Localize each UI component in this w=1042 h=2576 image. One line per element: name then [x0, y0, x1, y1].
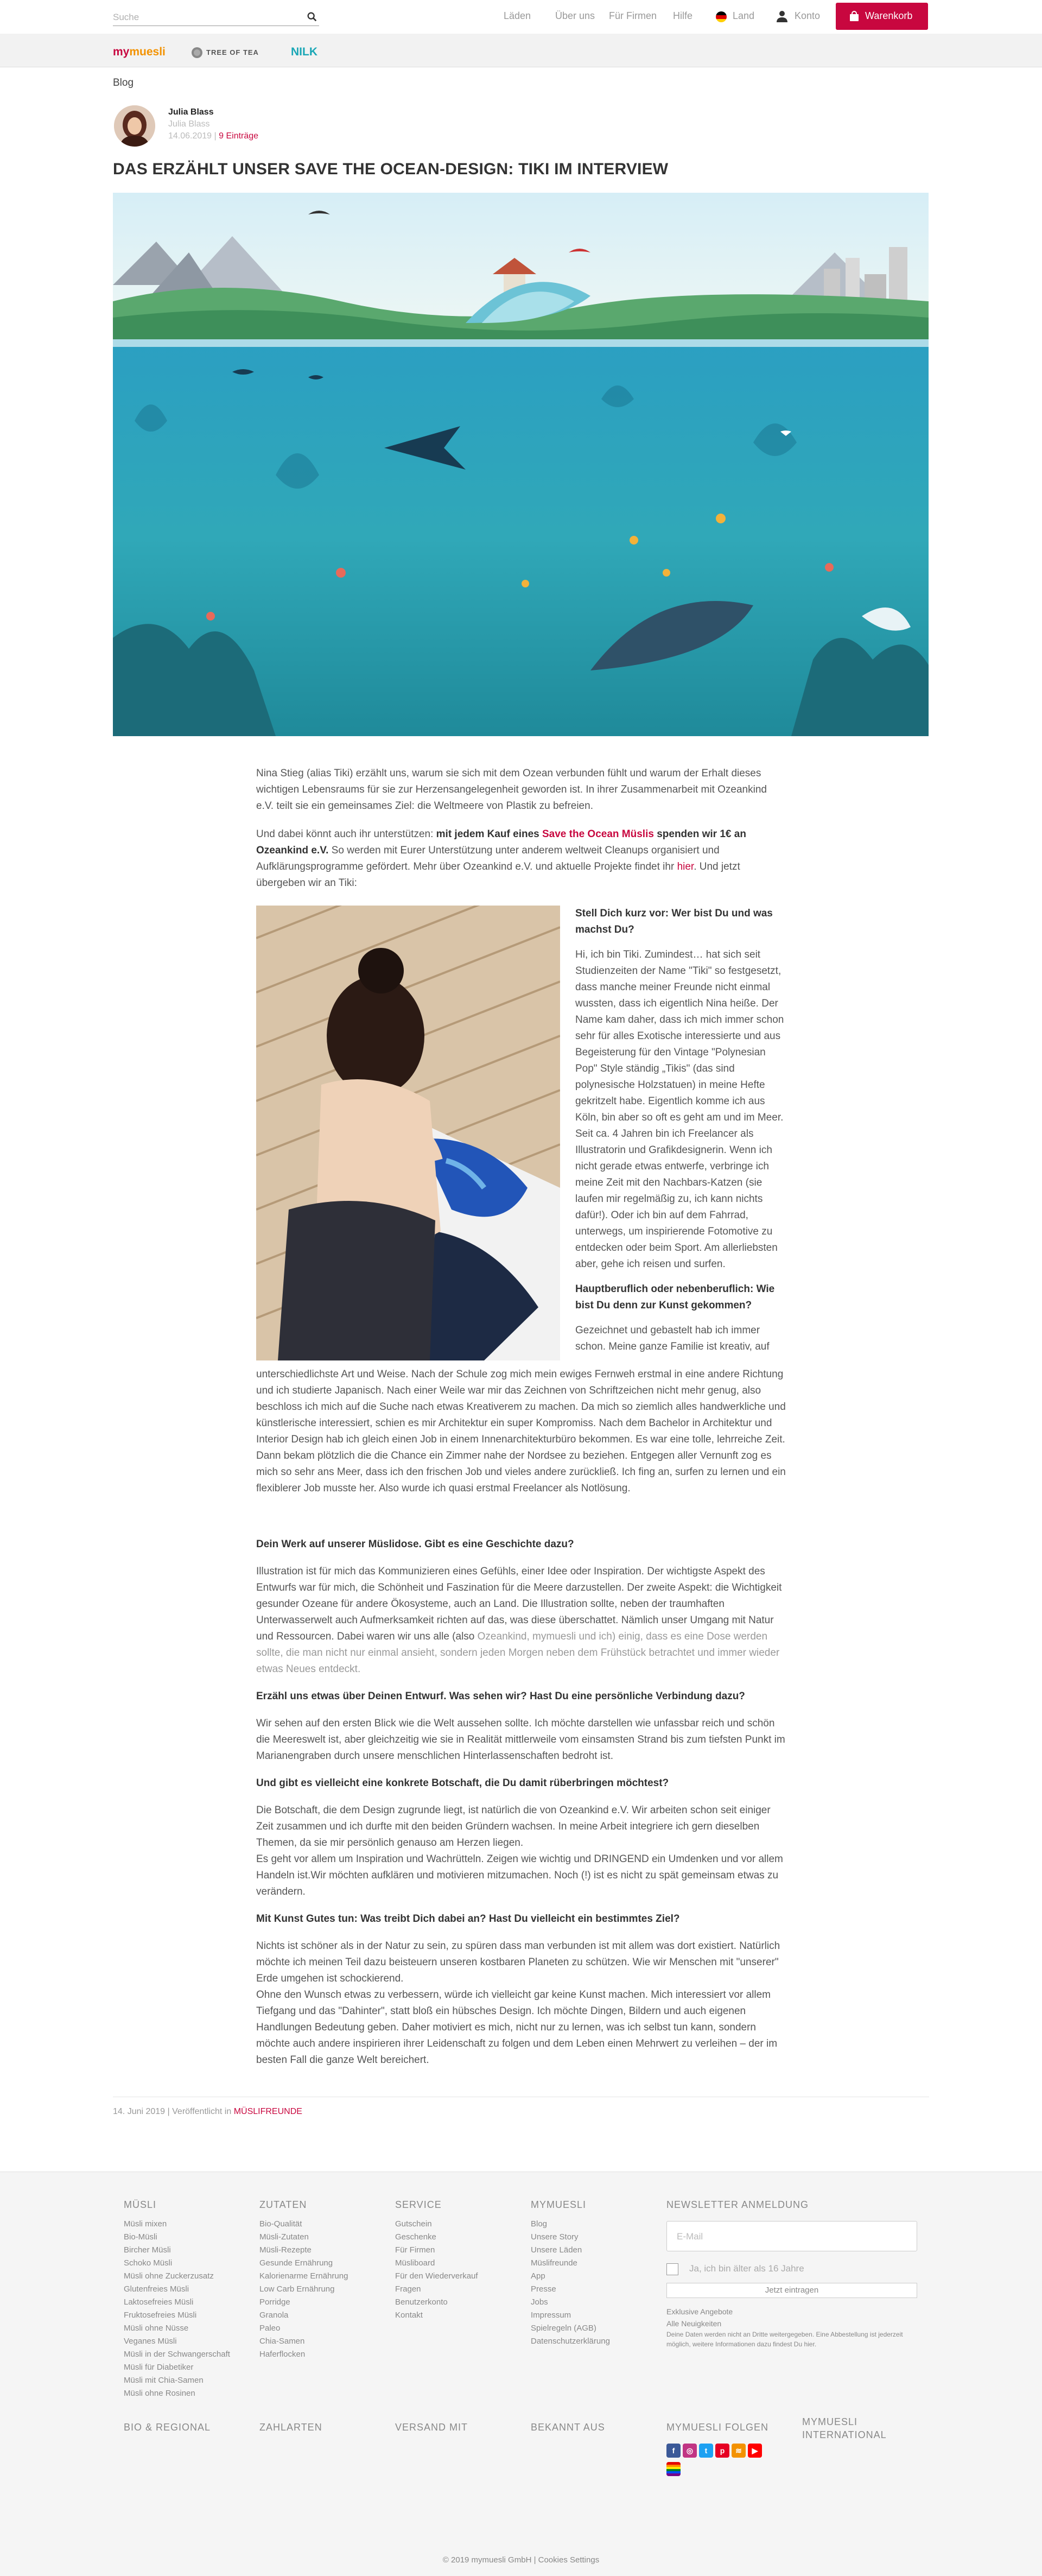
- save-the-ocean-link[interactable]: Save the Ocean Müslis: [542, 828, 654, 840]
- newsletter-submit-button[interactable]: Jetzt eintragen: [666, 2283, 917, 2298]
- footer: [0, 2172, 1042, 2576]
- author-name[interactable]: Julia Blass: [168, 107, 214, 117]
- cart-button[interactable]: [836, 3, 928, 30]
- footer-link[interactable]: Chia-Samen: [259, 2337, 305, 2346]
- footer-versand[interactable]: VERSAND MIT: [395, 2422, 468, 2433]
- age-checkbox[interactable]: [666, 2263, 678, 2275]
- nav-fuer-firmen[interactable]: Für Firmen: [609, 10, 657, 21]
- page-title: DAS ERZÄHLT UNSER SAVE THE OCEAN-DESIGN: TIKI IM INTERVIEW: [113, 160, 669, 178]
- top-header: [0, 0, 1042, 34]
- article-intro: Nina Stieg (alias Tiki) erzählt uns, warum sie sich mit dem Ozean verbunden fühlt und warum der Erhalt dieses wichtigen Lebensraums für sie zur Herzensangelegenheit geworden ist. In ihrer Zusammenarbeit mit Ozeankind e.V. teilt sie ein gemeinsames Ziel: die Weltmeere von Plastik zu befreien.: [256, 768, 767, 812]
- footer-link[interactable]: Müsli ohne Rosinen: [124, 2389, 195, 2398]
- copyright: © 2019 mymuesli GmbH | Cookies Settings: [442, 2555, 600, 2565]
- search-icon[interactable]: [306, 11, 318, 23]
- footer-link[interactable]: Schoko Müsli: [124, 2258, 173, 2268]
- answer-text: Hi, ich bin Tiki. Zumindest… hat sich seit Studienzeiten der Name "Tiki" so festgesetzt, dass manche meiner Freunde nicht einmal wussten, dass ich eigentlich Nina heiße. Der Name kam daher, dass ich mich immer schon sehr für alles Exotische interessierte und aus Begeisterung für den Vintage "Polynesian Pop" Style ständig „Tikis" (das sind polynesische Holzstatuen) in meine Hefte gekritzelt habe. Eigentlich komme ich aus Köln, bin aber so oft es geht am und im Meer. Seit ca. 4 Jahren bin ich Freelancer als Illustratorin und Grafikdesignerin. Wenn ich nicht gerade etwas entwerfe, verbringe ich meine Zeit mit den Nachbars-Katzen (sie laufen mir regelmäßig zu, ich kann nichts dafür!). Oder ich bin auf dem Fahrrad, unterwegs, um inspirierende Fotomotive zu entdecken oder beim Sport. Am allerliebsten aber, gehe ich reisen und surfen.: [575, 949, 784, 1270]
- user-icon[interactable]: [776, 10, 788, 23]
- footer-link[interactable]: Fruktosefreies Müsli: [124, 2311, 197, 2320]
- footer-link[interactable]: Jobs: [531, 2297, 548, 2307]
- nav-laeden[interactable]: Läden: [504, 10, 531, 21]
- post-meta: 14. Juni 2019 | Veröffentlicht in MÜSLIFREUNDE: [113, 2107, 302, 2116]
- cart-label: Warenkorb: [865, 10, 913, 21]
- footer-link[interactable]: Haferflocken: [259, 2350, 306, 2359]
- germany-flag-icon[interactable]: [715, 11, 727, 23]
- footer-link[interactable]: Glutenfreies Müsli: [124, 2284, 189, 2294]
- age-checkbox-label[interactable]: Ja, ich bin älter als 16 Jahre: [689, 2263, 804, 2274]
- footer-link[interactable]: Müsli ohne Zuckerzusatz: [124, 2271, 214, 2281]
- answer-text-grey: Ozeankind, mymuesli und ich) einig, dass es eine Dose werden sollte, die man nicht nur einmal ansieht, sondern jeden Morgen neben dem Frühstück betrachtet und immer wieder etwas Neues entdeckt.: [256, 1631, 780, 1675]
- author-role: Julia Blass: [168, 119, 210, 129]
- answer-text: Nichts ist schöner als in der Natur zu sein, zu spüren dass man verbunden ist mit allem was dort existiert. Natürlich möchte ich meinen Teil dazu beisteuern unseren kostbaren Planeten zu schützen. Wie wir Menschen mit "unserer" Erde umgehen ist schockierend.: [256, 1940, 780, 1984]
- footer-col-title: MÜSLI: [124, 2199, 157, 2210]
- question-heading: Erzähl uns etwas über Deinen Entwurf. Was sehen wir? Hast Du eine persönliche Verbindung dazu?: [256, 1691, 745, 1702]
- footer-link[interactable]: Müsliboard: [395, 2258, 435, 2268]
- footer-link[interactable]: Bircher Müsli: [124, 2245, 171, 2255]
- answer-text: unterschiedlichste Art und Weise. Nach der Schule zog mich mein ewiges Fernweh erstmal in eine andere Richtung und ich studierte Japanisch. Nach einer Weile war mir das Zeichnen von Schriftzeichen nicht mehr genug, also beschloss ich mich auf die Suche nach etwas Kreativerem zu machen. Da mich so ziemlich alles handwerkliche und künstlerische interessiert, schien es mir Architektur ein super Kompromiss. Nach dem Bachelor in Architektur und Interior Design hab ich gleich einen Job in einem Innenarchitekturbüro bekommen. Es war eine tolle, lehrreiche Zeit. Dann bekam plötzlich die die Chance ein Zimmer nahe der Nordsee zu beziehen. Entgegen aller Vernunft zog es mich so sehr ans Meer, dass ich den frischen Job und vieles andere zurückließ. Ich fing an, surfen zu lernen und ein flexiblerer Job musste her. Also wurde ich quasi erstmal Freelancer als Notlösung.: [256, 1369, 786, 1494]
- ozeankind-hier-link[interactable]: hier: [677, 861, 694, 872]
- footer-col-title: SERVICE: [395, 2199, 442, 2210]
- nav-hilfe[interactable]: Hilfe: [673, 10, 693, 21]
- answer-text: Illustration ist für mich das Kommunizieren eines Gefühls, einer Idee oder Inspiration. Der wichtigste Aspekt des Entwurfs war für mich, die Schönheit und Faszination für die Meere darzustellen. Der zweite Aspekt: die Wichtigkeit gesunder Ozeane für andere Ökosysteme, auch an Land. Die Illustration sollte, neben der traumhaften Unterwasserwelt auch Aufmerksamkeit richten auf das, was diese überschattet. Nämlich unser Umgang mit Natur und Ressourcen. Dabei waren wir uns alle (also: [256, 1566, 782, 1642]
- footer-link[interactable]: Laktosefreies Müsli: [124, 2297, 194, 2307]
- newsletter-email-input[interactable]: E-Mail: [666, 2221, 917, 2251]
- author-avatar[interactable]: [114, 105, 155, 147]
- post-date: 14.06.2019: [168, 131, 212, 141]
- footer-bio-regional[interactable]: BIO & REGIONAL: [124, 2422, 211, 2433]
- footer-link[interactable]: Blog: [531, 2219, 548, 2229]
- footer-link[interactable]: Bio-Qualität: [259, 2219, 302, 2229]
- footer-col-service: [395, 2198, 478, 2322]
- brand-mymuesli[interactable]: mymuesli: [113, 46, 166, 58]
- brand-bar: [0, 34, 1042, 67]
- nav-ueber-uns[interactable]: Über uns: [555, 10, 595, 21]
- footer-bekannt-aus[interactable]: BEKANNT AUS: [531, 2422, 605, 2433]
- answer-text: Ohne den Wunsch etwas zu verbessern, würde ich vielleicht gar keine Kunst machen. Mich interessiert vor allem Tiefgang und das "Dahinter", statt bloß ein hübsches Design. Ich möchte Dingen, Bildern und auch eigenen Handlungen Bedeutung geben. Daher motiviert es mich, nicht nur zu lernen, was ich selbst tun kann, sondern möchte auch andere inspirieren ihrer Leidenschaft zu folgen und dem Leben einen Mehrwert zu verleihen – der im besten Fall die ganze Welt bereichert.: [256, 1989, 778, 2066]
- question-3-block: [256, 1536, 786, 2068]
- footer-international[interactable]: MYMUESLI INTERNATIONAL: [802, 2416, 887, 2440]
- footer-link[interactable]: Bio-Müsli: [124, 2232, 157, 2242]
- hero-illustration: [113, 193, 929, 736]
- nav-konto[interactable]: Konto: [795, 10, 821, 21]
- footer-link[interactable]: Kalorienarme Ernährung: [259, 2271, 348, 2281]
- footer-link[interactable]: Müsli mit Chia-Samen: [124, 2376, 204, 2385]
- footer-link[interactable]: Porridge: [259, 2297, 290, 2307]
- footer-link[interactable]: Müslifreunde: [531, 2258, 577, 2268]
- search-box[interactable]: [113, 10, 319, 26]
- footer-link[interactable]: Presse: [531, 2284, 556, 2294]
- twitter-icon[interactable]: t: [699, 2444, 713, 2458]
- footer-link[interactable]: Gutschein: [395, 2219, 432, 2229]
- facebook-icon[interactable]: f: [666, 2444, 681, 2458]
- footer-link[interactable]: App: [531, 2271, 545, 2281]
- youtube-icon[interactable]: ▶: [748, 2444, 762, 2458]
- footer-zahlarten[interactable]: ZAHLARTEN: [259, 2422, 322, 2433]
- footer-col-title: MYMUESLI: [531, 2199, 587, 2210]
- artist-photo: [256, 906, 560, 1360]
- footer-link[interactable]: Kontakt: [395, 2311, 423, 2320]
- footer-follow: MYMUESLI FOLGEN: [666, 2422, 769, 2433]
- footer-link[interactable]: Unsere Läden: [531, 2245, 582, 2255]
- category-link[interactable]: MÜSLIFREUNDE: [233, 2107, 302, 2116]
- rainbow-pride-icon[interactable]: [666, 2462, 681, 2476]
- answer-text: Die Botschaft, die dem Design zugrunde liegt, ist natürlich die von Ozeankind e.V. Wir arbeiten schon seit einiger Zeit zusammen und ich durfte mit den beiden Gründern wachsen. In meine Arbeit integriere ich gern dieselben Themen, da sie mir persönlich genauso am Herzen liegen.: [256, 1805, 771, 1849]
- question-heading: Stell Dich kurz vor: Wer bist Du und was machst Du?: [575, 908, 773, 935]
- footer-link[interactable]: Low Carb Ernährung: [259, 2284, 335, 2294]
- answer-text: Gezeichnet und gebastelt hab ich immer schon. Meine ganze Familie ist kreativ, auf: [575, 1325, 770, 1352]
- footer-link[interactable]: Müsli-Rezepte: [259, 2245, 312, 2255]
- search-input[interactable]: Suche: [113, 12, 139, 22]
- pinterest-icon[interactable]: p: [715, 2444, 729, 2458]
- footer-link[interactable]: Veganes Müsli: [124, 2337, 177, 2346]
- footer-link[interactable]: Datenschutzerklärung: [531, 2337, 610, 2346]
- footer-link[interactable]: Müsli ohne Nüsse: [124, 2324, 189, 2333]
- author-entries-link[interactable]: 9 Einträge: [219, 131, 259, 141]
- question-heading: Und gibt es vielleicht eine konkrete Botschaft, die Du damit rüberbringen möchtest?: [256, 1777, 669, 1789]
- footer-link[interactable]: Für Firmen: [395, 2245, 435, 2255]
- tree-of-tea-logo-icon: [191, 47, 203, 59]
- question-1-block: [575, 906, 786, 1355]
- footer-link[interactable]: Gesunde Ernährung: [259, 2258, 333, 2268]
- footer-link[interactable]: Spielregeln (AGB): [531, 2324, 596, 2333]
- footer-link[interactable]: Unsere Story: [531, 2232, 579, 2242]
- footer-link[interactable]: Müsli-Zutaten: [259, 2232, 309, 2242]
- footer-link[interactable]: Müsli für Diabetiker: [124, 2363, 194, 2372]
- footer-link[interactable]: Für den Wiederverkauf: [395, 2271, 478, 2281]
- answer-text: Wir sehen auf den ersten Blick wie die Welt aussehen sollte. Ich möchte darstellen wie unfassbar reich und schön die Meereswelt ist, aber gleichzeitig wie sie in Realität mittlerweile vom einsamsten Strand bis zum tiefsten Punkt im Marianengraben durch unsere menschlichen Hinterlassenschaften bedroht ist.: [256, 1718, 785, 1762]
- newsletter-title-wrap: [666, 2198, 809, 2218]
- footer-link[interactable]: Geschenke: [395, 2232, 436, 2242]
- brand-nilk[interactable]: NILK: [291, 46, 317, 58]
- footer-col-title: ZUTATEN: [259, 2199, 307, 2210]
- shopping-bag-icon: [849, 11, 860, 22]
- author-info: Julia Blass Julia Blass 14.06.2019 | 9 Einträge: [168, 107, 259, 141]
- article-support-paragraph: Und dabei könnt auch ihr unterstützen: mit jedem Kauf eines Save the Ocean Müslis spenden wir 1€ an Ozeankind e.V. So werden mit Eurer Unterstützung unter anderem weltweit Cleanups organisiert und Aufklärungsprogramme gefördert. Mehr über Ozeankind e.V. und aktuelle Projekte findet ihr hier. Und jetzt übergeben wir an Tiki:: [256, 828, 746, 889]
- footer-link[interactable]: Impressum: [531, 2311, 571, 2320]
- footer-link[interactable]: Benutzerkonto: [395, 2297, 448, 2307]
- nav-land[interactable]: Land: [733, 10, 755, 21]
- instagram-icon[interactable]: ◎: [683, 2444, 697, 2458]
- footer-col-zutaten: [259, 2198, 348, 2361]
- footer-link[interactable]: Granola: [259, 2311, 289, 2320]
- newsletter-title: NEWSLETTER ANMELDUNG: [666, 2199, 809, 2210]
- footer-link[interactable]: Müsli in der Schwangerschaft: [124, 2350, 230, 2359]
- question-heading: Hauptberuflich oder nebenberuflich: Wie bist Du denn zur Kunst gekommen?: [575, 1283, 775, 1311]
- footer-col-muesli: [124, 2198, 230, 2400]
- footer-col-mymuesli: [531, 2198, 610, 2348]
- answer-text: Es geht vor allem um Inspiration und Wachrütteln. Zeigen wie wichtig und DRINGEND ein Umdenken und vor allem Handeln ist.Wir möchten aufklären und motivieren mitzumachen. Noch (!) ist es nicht zu spät gemeinsam etwas zu verändern.: [256, 1853, 783, 1897]
- rss-icon[interactable]: ≋: [732, 2444, 746, 2458]
- footer-link[interactable]: Paleo: [259, 2324, 281, 2333]
- brand-tree-of-tea[interactable]: TREE OF TEA: [206, 48, 259, 56]
- breadcrumb-blog[interactable]: Blog: [113, 77, 134, 88]
- question-heading: Dein Werk auf unserer Müslidose. Gibt es eine Geschichte dazu?: [256, 1539, 574, 1550]
- footer-link[interactable]: Fragen: [395, 2284, 421, 2294]
- newsletter-info: Exklusive Angebote Alle Neuigkeiten Deine Daten werden nicht an Dritte weitergegeben. Eine Abbestellung ist jederzeit möglich, weitere Informationen dazu findest Du hier.: [666, 2307, 903, 2348]
- footer-link[interactable]: Müsli mixen: [124, 2219, 167, 2229]
- question-heading: Mit Kunst Gutes tun: Was treibt Dich dabei an? Hast Du vielleicht ein bestimmtes Ziel?: [256, 1913, 680, 1925]
